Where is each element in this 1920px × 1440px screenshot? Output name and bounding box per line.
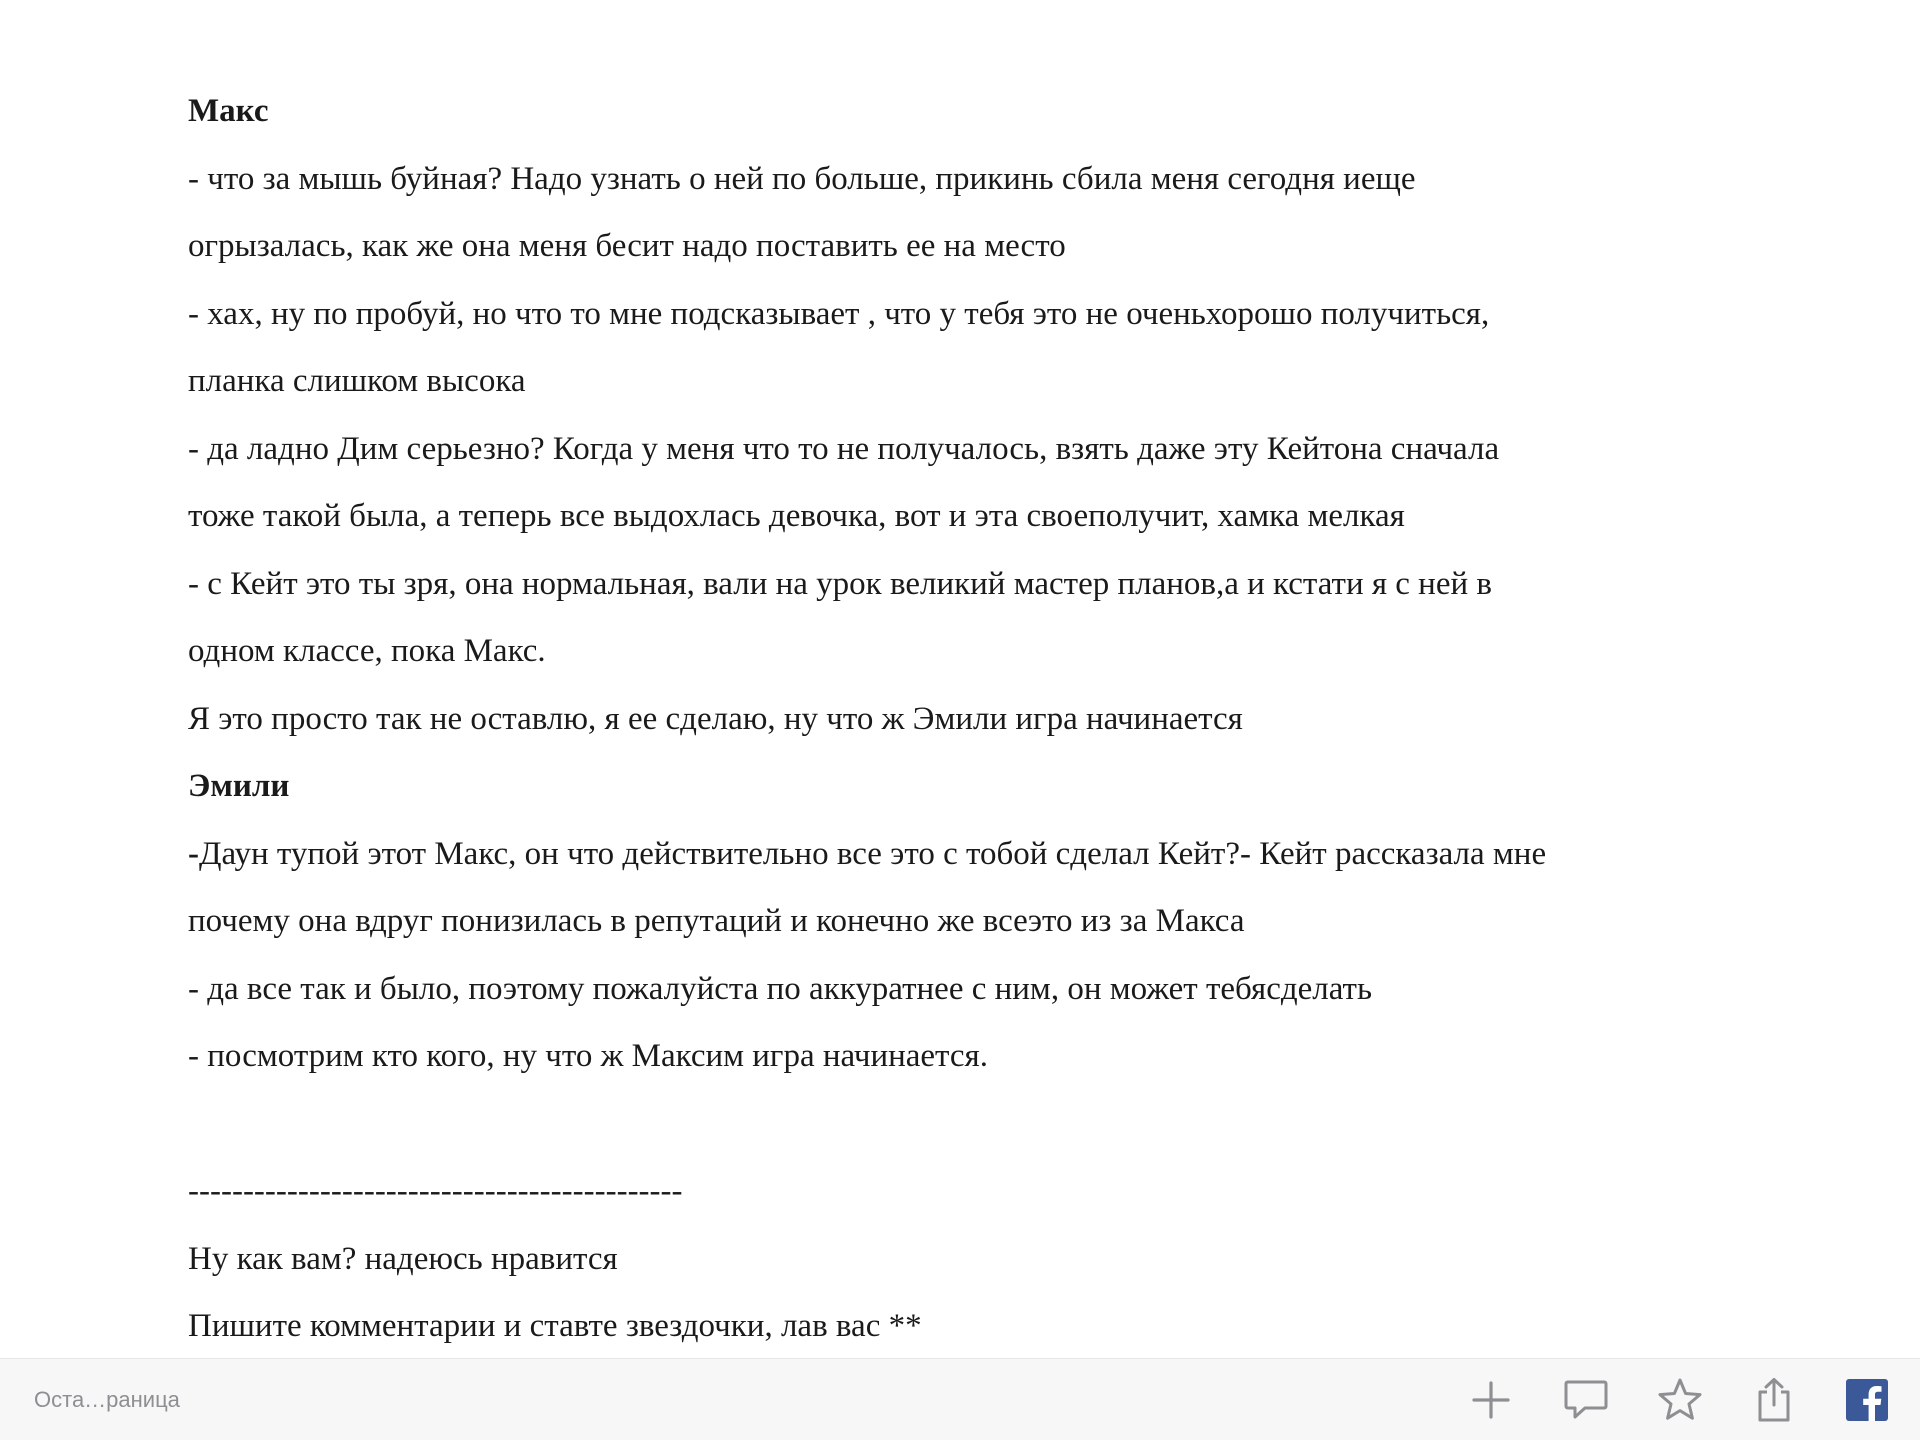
text-line: почему она вдруг понизилась в репутаций и конечно же всеэто из за Макса <box>188 903 1245 939</box>
dialogue-dash: - <box>188 835 199 872</box>
text-line: планка слишком высока <box>188 363 526 399</box>
chapter-heading: Эмили <box>188 768 290 804</box>
chapter-heading: Макс <box>188 93 269 129</box>
plus-icon <box>1471 1380 1511 1420</box>
bottom-toolbar <box>0 1358 1920 1440</box>
facebook-icon <box>1846 1379 1888 1421</box>
facebook-share-button[interactable] <box>1843 1376 1891 1424</box>
text-line: - да ладно Дим серьезно? Когда у меня что то не получалось, взять даже эту Кейтона сначала <box>188 430 1500 467</box>
line-text: Даун тупой этот Макс, он что действительно все это с тобой сделал Кейт?- Кейт рассказала мне <box>199 835 1547 872</box>
text-line: огрызалась, как же она меня бесит надо поставить ее на место <box>188 228 1066 264</box>
text-line: Пишите комментарии и ставте звездочки, лав вас ** <box>188 1308 922 1344</box>
text-line <box>188 821 1748 889</box>
blank-line <box>188 1091 1748 1159</box>
star-icon <box>1657 1377 1703 1423</box>
text-line: тоже такой была, а теперь все выдохлась девочка, вот и эта своеполучит, хамка мелкая <box>188 498 1405 534</box>
text-line: Я это просто так не оставлю, я ее сделаю, ну что ж Эмили игра начинается <box>188 700 1243 737</box>
text-line: - да все так и было, поэтому пожалуйста по аккуратнее с ним, он может тебясделать <box>188 970 1373 1007</box>
text-line: - хах, ну по пробуй, но что то мне подсказывает , что у тебя это не оченьхорошо получиться, <box>188 295 1490 332</box>
comments-button[interactable] <box>1562 1376 1610 1424</box>
share-button[interactable] <box>1750 1376 1798 1424</box>
text-line: - что за мышь буйная? Надо узнать о ней по больше, прикинь сбила меня сегодня иеще <box>188 160 1416 197</box>
add-button[interactable] <box>1467 1376 1515 1424</box>
text-line: - посмотрим кто кого, ну что ж Максим игра начинается. <box>188 1038 988 1074</box>
document-content <box>188 78 1748 1358</box>
text-line: --------------------------------------------- <box>188 1173 683 1209</box>
share-icon <box>1754 1377 1794 1423</box>
vote-star-button[interactable] <box>1656 1376 1704 1424</box>
pages-remaining-label: Оста…раница <box>34 1387 180 1412</box>
text-line: - с Кейт это ты зря, она нормальная, вали на урок великий мастер планов,а и кстати я с ней в <box>188 565 1492 602</box>
text-line: одном классе, пока Макс. <box>188 633 546 669</box>
text-line: Ну как вам? надеюсь нравится <box>188 1240 618 1277</box>
comment-icon <box>1563 1378 1609 1422</box>
